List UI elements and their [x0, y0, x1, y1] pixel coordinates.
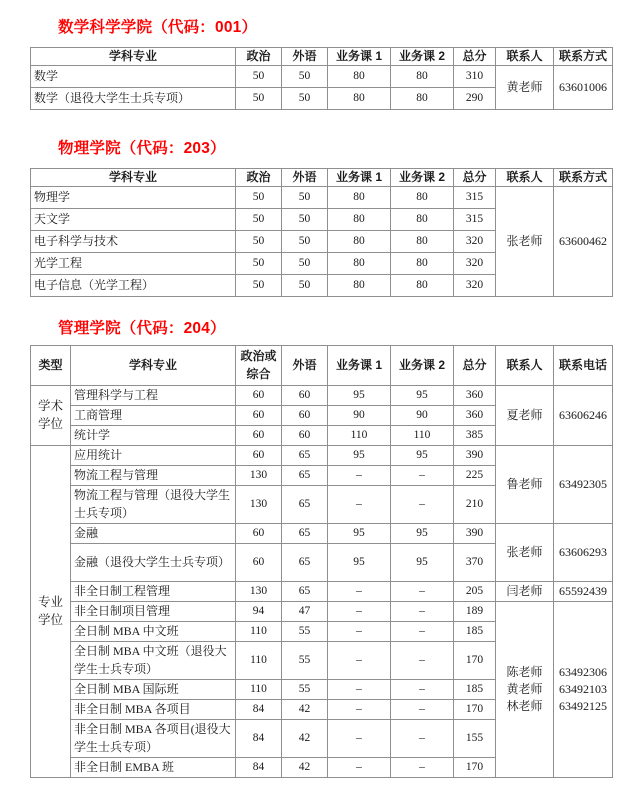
cell-course2: 80	[391, 187, 454, 209]
cell-course1: 95	[328, 446, 391, 466]
cell-course1: 80	[328, 231, 391, 253]
cell-course2: –	[391, 700, 454, 720]
cell-course1: 90	[328, 406, 391, 426]
cell-foreign: 65	[282, 486, 328, 524]
cell-politics: 84	[236, 758, 282, 778]
cell-contact-person: 闫老师	[496, 582, 554, 602]
cell-politics: 94	[236, 602, 282, 622]
col-header-type: 类型	[31, 346, 71, 386]
cell-course1: –	[328, 466, 391, 486]
cell-course2: 95	[391, 524, 454, 544]
col-header-major: 学科专业	[31, 169, 236, 187]
cell-total: 360	[454, 386, 496, 406]
cell-politics: 110	[236, 680, 282, 700]
table-row	[31, 582, 613, 602]
cell-contact-person: 张老师	[496, 524, 554, 582]
contact-phone-2: 63492103	[559, 681, 607, 696]
cell-contact-phone: 65592439	[554, 582, 613, 602]
cell-contact-phone: 63606246	[554, 386, 613, 446]
cell-contact-person-group	[496, 602, 554, 778]
cell-major: 非全日制 MBA 各项目	[71, 700, 236, 720]
cell-contact-person: 张老师	[496, 187, 554, 297]
type-professional-line2: 学位	[37, 612, 63, 627]
cell-course1: –	[328, 622, 391, 642]
cell-politics: 60	[236, 544, 282, 582]
cell-total: 225	[454, 466, 496, 486]
col-header-course1: 业务课 1	[328, 48, 391, 66]
cell-politics: 110	[236, 622, 282, 642]
cell-foreign: 42	[282, 758, 328, 778]
cell-course2: 80	[391, 88, 454, 110]
cell-major: 非全日制项目管理	[71, 602, 236, 622]
cell-major: 非全日制 MBA 各项目(退役大学生士兵专项）	[71, 720, 236, 758]
cell-politics: 60	[236, 386, 282, 406]
cell-politics: 50	[236, 253, 282, 275]
col-header-contact-method: 联系方式	[554, 169, 613, 187]
cell-major: 全日制 MBA 国际班	[71, 680, 236, 700]
cell-total: 320	[454, 253, 496, 275]
cell-course1: 80	[328, 88, 391, 110]
cell-politics: 50	[236, 275, 282, 297]
cell-course1: 80	[328, 209, 391, 231]
cell-contact-person: 鲁老师	[496, 446, 554, 524]
cell-course2: 80	[391, 231, 454, 253]
section-title-math: 数学科学学院（代码：001）	[58, 19, 258, 36]
cell-foreign: 65	[282, 544, 328, 582]
table-math	[30, 47, 613, 110]
col-header-total: 总分	[454, 346, 496, 386]
cell-major: 物理学	[31, 187, 236, 209]
table-row	[31, 187, 613, 209]
cell-major: 管理科学与工程	[71, 386, 236, 406]
table-row	[31, 524, 613, 544]
cell-course1: –	[328, 700, 391, 720]
cell-major: 应用统计	[71, 446, 236, 466]
cell-politics: 130	[236, 466, 282, 486]
type-academic-line2: 学位	[37, 416, 63, 431]
table-header-row	[31, 346, 613, 386]
cell-course1: 95	[328, 524, 391, 544]
cell-course1: –	[328, 720, 391, 758]
cell-major: 物流工程与管理（退役大学生士兵专项）	[71, 486, 236, 524]
cell-course1: –	[328, 486, 391, 524]
cell-politics: 60	[236, 426, 282, 446]
contact-person-3: 林老师	[506, 699, 543, 714]
cell-total: 315	[454, 187, 496, 209]
col-header-major: 学科专业	[31, 48, 236, 66]
cell-foreign: 50	[282, 66, 328, 88]
contact-person-1: 陈老师	[506, 664, 543, 679]
col-header-contact-person: 联系人	[496, 346, 554, 386]
section-title-physics: 物理学院（代码：203）	[58, 140, 226, 157]
cell-foreign: 65	[282, 524, 328, 544]
cell-total: 310	[454, 66, 496, 88]
cell-course1: 95	[328, 386, 391, 406]
cell-total: 170	[454, 700, 496, 720]
col-header-course1: 业务课 1	[328, 169, 391, 187]
col-header-total: 总分	[454, 169, 496, 187]
col-header-foreign: 外语	[282, 169, 328, 187]
cell-politics: 50	[236, 66, 282, 88]
cell-foreign: 60	[282, 406, 328, 426]
cell-politics: 84	[236, 720, 282, 758]
cell-major: 天文学	[31, 209, 236, 231]
col-header-course2: 业务课 2	[391, 346, 454, 386]
contact-person-2: 黄老师	[506, 681, 543, 696]
cell-contact-phone: 63600462	[554, 187, 613, 297]
cell-foreign: 55	[282, 622, 328, 642]
cell-type-professional	[31, 446, 71, 778]
cell-course2: –	[391, 486, 454, 524]
cell-foreign: 50	[282, 231, 328, 253]
cell-total: 155	[454, 720, 496, 758]
table-row	[31, 602, 613, 622]
cell-course2: 110	[391, 426, 454, 446]
cell-foreign: 50	[282, 209, 328, 231]
cell-foreign: 65	[282, 582, 328, 602]
cell-politics: 130	[236, 486, 282, 524]
col-header-contact-person: 联系人	[496, 169, 554, 187]
cell-major: 统计学	[71, 426, 236, 446]
cell-major: 非全日制工程管理	[71, 582, 236, 602]
col-header-total: 总分	[454, 48, 496, 66]
cell-contact-phone-group	[554, 602, 613, 778]
cell-foreign: 50	[282, 88, 328, 110]
cell-major: 金融	[71, 524, 236, 544]
type-academic-line1: 学术	[37, 398, 63, 413]
cell-course1: 80	[328, 187, 391, 209]
cell-major: 金融（退役大学生士兵专项）	[71, 544, 236, 582]
cell-foreign: 55	[282, 642, 328, 680]
col-header-politics: 政治	[236, 48, 282, 66]
cell-course2: 95	[391, 446, 454, 466]
col-header-politics-line2: 综合	[246, 366, 271, 381]
cell-total: 390	[454, 446, 496, 466]
cell-total: 390	[454, 524, 496, 544]
cell-total: 320	[454, 275, 496, 297]
col-header-foreign: 外语	[282, 346, 328, 386]
cell-major: 光学工程	[31, 253, 236, 275]
cell-foreign: 60	[282, 426, 328, 446]
cell-foreign: 47	[282, 602, 328, 622]
table-physics	[30, 168, 613, 297]
cell-course1: 80	[328, 66, 391, 88]
cell-course1: –	[328, 582, 391, 602]
type-professional-line1: 专业	[37, 594, 63, 609]
cell-course2: 80	[391, 66, 454, 88]
cell-course2: 80	[391, 275, 454, 297]
cell-foreign: 60	[282, 386, 328, 406]
cell-course1: 110	[328, 426, 391, 446]
cell-major: 数学	[31, 66, 236, 88]
cell-course1: 95	[328, 544, 391, 582]
cell-politics: 84	[236, 700, 282, 720]
cell-course2: –	[391, 642, 454, 680]
cell-politics: 130	[236, 582, 282, 602]
cell-politics: 50	[236, 187, 282, 209]
cell-contact-person: 黄老师	[496, 66, 554, 110]
cell-major: 电子信息（光学工程）	[31, 275, 236, 297]
cell-course2: 90	[391, 406, 454, 426]
cell-total: 185	[454, 680, 496, 700]
cell-major: 物流工程与管理	[71, 466, 236, 486]
cell-total: 170	[454, 758, 496, 778]
table-row	[31, 446, 613, 466]
col-header-major: 学科专业	[71, 346, 236, 386]
cell-foreign: 65	[282, 446, 328, 466]
cell-total: 320	[454, 231, 496, 253]
cell-total: 189	[454, 602, 496, 622]
cell-course1: –	[328, 680, 391, 700]
table-management	[30, 345, 613, 778]
cell-politics: 60	[236, 524, 282, 544]
col-header-contact-phone: 联系电话	[554, 346, 613, 386]
cell-course2: 95	[391, 386, 454, 406]
cell-foreign: 42	[282, 700, 328, 720]
cell-politics: 60	[236, 406, 282, 426]
col-header-politics-line1: 政治或	[240, 349, 277, 364]
col-header-contact-method: 联系方式	[554, 48, 613, 66]
cell-total: 210	[454, 486, 496, 524]
cell-course1: –	[328, 758, 391, 778]
col-header-foreign: 外语	[282, 48, 328, 66]
cell-politics: 110	[236, 642, 282, 680]
cell-course2: 80	[391, 209, 454, 231]
cell-total: 360	[454, 406, 496, 426]
cell-foreign: 50	[282, 253, 328, 275]
contact-phone-3: 63492125	[559, 699, 607, 714]
cell-course2: –	[391, 720, 454, 758]
cell-foreign: 50	[282, 187, 328, 209]
col-header-politics: 政治	[236, 169, 282, 187]
cell-course1: 80	[328, 275, 391, 297]
cell-course2: –	[391, 582, 454, 602]
cell-contact-person: 夏老师	[496, 386, 554, 446]
cell-course1: –	[328, 602, 391, 622]
table-header-row	[31, 169, 613, 187]
cell-politics: 50	[236, 209, 282, 231]
cell-major: 电子科学与技术	[31, 231, 236, 253]
col-header-course1: 业务课 1	[328, 346, 391, 386]
cell-politics: 50	[236, 88, 282, 110]
cell-contact-phone: 63601006	[554, 66, 613, 110]
table-row	[31, 386, 613, 406]
cell-foreign: 65	[282, 466, 328, 486]
cell-course1: 80	[328, 253, 391, 275]
section-title-management: 管理学院（代码：204）	[58, 320, 226, 337]
col-header-course2: 业务课 2	[391, 169, 454, 187]
cell-course2: 95	[391, 544, 454, 582]
cell-course1: –	[328, 642, 391, 680]
cell-course2: –	[391, 466, 454, 486]
cell-foreign: 42	[282, 720, 328, 758]
cell-major: 工商管理	[71, 406, 236, 426]
cell-total: 205	[454, 582, 496, 602]
cell-total: 290	[454, 88, 496, 110]
cell-course2: –	[391, 758, 454, 778]
col-header-politics-or-comprehensive	[236, 346, 282, 386]
cell-total: 185	[454, 622, 496, 642]
cell-politics: 50	[236, 231, 282, 253]
cell-contact-phone: 63606293	[554, 524, 613, 582]
cell-type-academic	[31, 386, 71, 446]
cell-total: 385	[454, 426, 496, 446]
cell-total: 370	[454, 544, 496, 582]
cell-major: 全日制 MBA 中文班	[71, 622, 236, 642]
cell-total: 315	[454, 209, 496, 231]
table-row	[31, 66, 613, 88]
cell-major: 非全日制 EMBA 班	[71, 758, 236, 778]
cell-foreign: 50	[282, 275, 328, 297]
contact-phone-1: 63492306	[559, 664, 607, 679]
cell-major: 数学（退役大学生士兵专项）	[31, 88, 236, 110]
cell-politics: 60	[236, 446, 282, 466]
cell-course2: 80	[391, 253, 454, 275]
cell-major: 全日制 MBA 中文班（退役大学生士兵专项）	[71, 642, 236, 680]
col-header-contact-person: 联系人	[496, 48, 554, 66]
cell-total: 170	[454, 642, 496, 680]
cell-foreign: 55	[282, 680, 328, 700]
cell-contact-phone: 63492305	[554, 446, 613, 524]
cell-course2: –	[391, 602, 454, 622]
cell-course2: –	[391, 680, 454, 700]
table-header-row	[31, 48, 613, 66]
col-header-course2: 业务课 2	[391, 48, 454, 66]
cell-course2: –	[391, 622, 454, 642]
